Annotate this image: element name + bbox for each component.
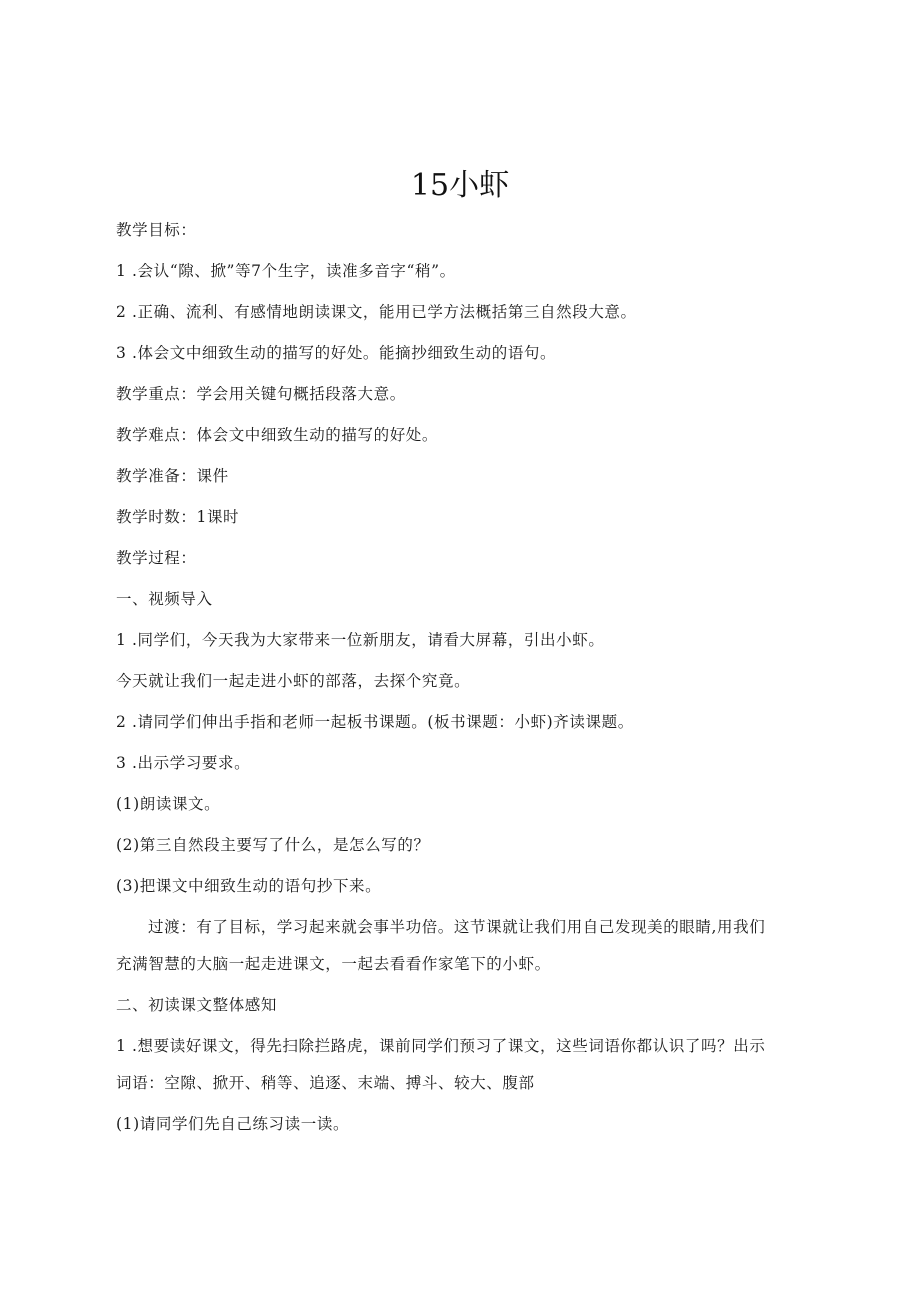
document-body — [116, 220, 816, 1155]
step-heading-1: 一、视频导入 — [116, 590, 213, 608]
difficult-point: 教学难点：体会文中细致生动的描写的好处。 — [116, 426, 439, 444]
requirement-item-1: (1)朗读课文。 — [116, 795, 221, 813]
objective-item-2: 2 .正确、流利、有感情地朗读课文，能用已学方法概括第三自然段大意。 — [116, 303, 637, 321]
paragraph: 1 .同学们，今天我为大家带来一位新朋友，请看大屏幕，引出小虾。 — [116, 631, 605, 649]
paragraph: (1)请同学们先自己练习读一读。 — [116, 1115, 350, 1133]
preparation: 教学准备：课件 — [116, 467, 229, 485]
paragraph: 今天就让我们一起走进小虾的部落，去探个究竟。 — [116, 672, 471, 690]
transition-paragraph: 过渡：有了目标，学习起来就会事半功倍。这节课就让我们用自己发现美的眼睛,用我们 — [148, 918, 766, 936]
document-title: 15小虾 — [410, 168, 510, 203]
word-list: 词语：空隙、掀开、稍等、追逐、末端、搏斗、较大、腹部 — [116, 1074, 535, 1092]
requirement-item-2: (2)第三自然段主要写了什么，是怎么写的？ — [116, 836, 430, 854]
section-heading-process: 教学过程： — [116, 549, 197, 567]
key-point: 教学重点：学会用关键句概括段落大意。 — [116, 385, 406, 403]
step-heading-2: 二、初读课文整体感知 — [116, 996, 278, 1014]
class-hours: 教学时数：1课时 — [116, 508, 240, 526]
objective-item-3: 3 .体会文中细致生动的描写的好处。能摘抄细致生动的语句。 — [116, 344, 557, 362]
paragraph: 1 .想要读好课文，得先扫除拦路虎，课前同学们预习了课文，这些词语你都认识了吗？出示 — [116, 1037, 766, 1055]
transition-paragraph-continued: 充满智慧的大脑一起走进课文，一起去看看作家笔下的小虾。 — [116, 955, 551, 973]
objective-item-1: 1 .会认“隙、掀”等7个生字，读准多音字“稍”。 — [116, 262, 456, 280]
section-heading-objectives: 教学目标： — [116, 221, 197, 239]
paragraph: 2 .请同学们伸出手指和老师一起板书课题。(板书课题：小虾)齐读课题。 — [116, 713, 634, 731]
requirement-item-3: (3)把课文中细致生动的语句抄下来。 — [116, 877, 382, 895]
paragraph: 3 .出示学习要求。 — [116, 754, 251, 772]
